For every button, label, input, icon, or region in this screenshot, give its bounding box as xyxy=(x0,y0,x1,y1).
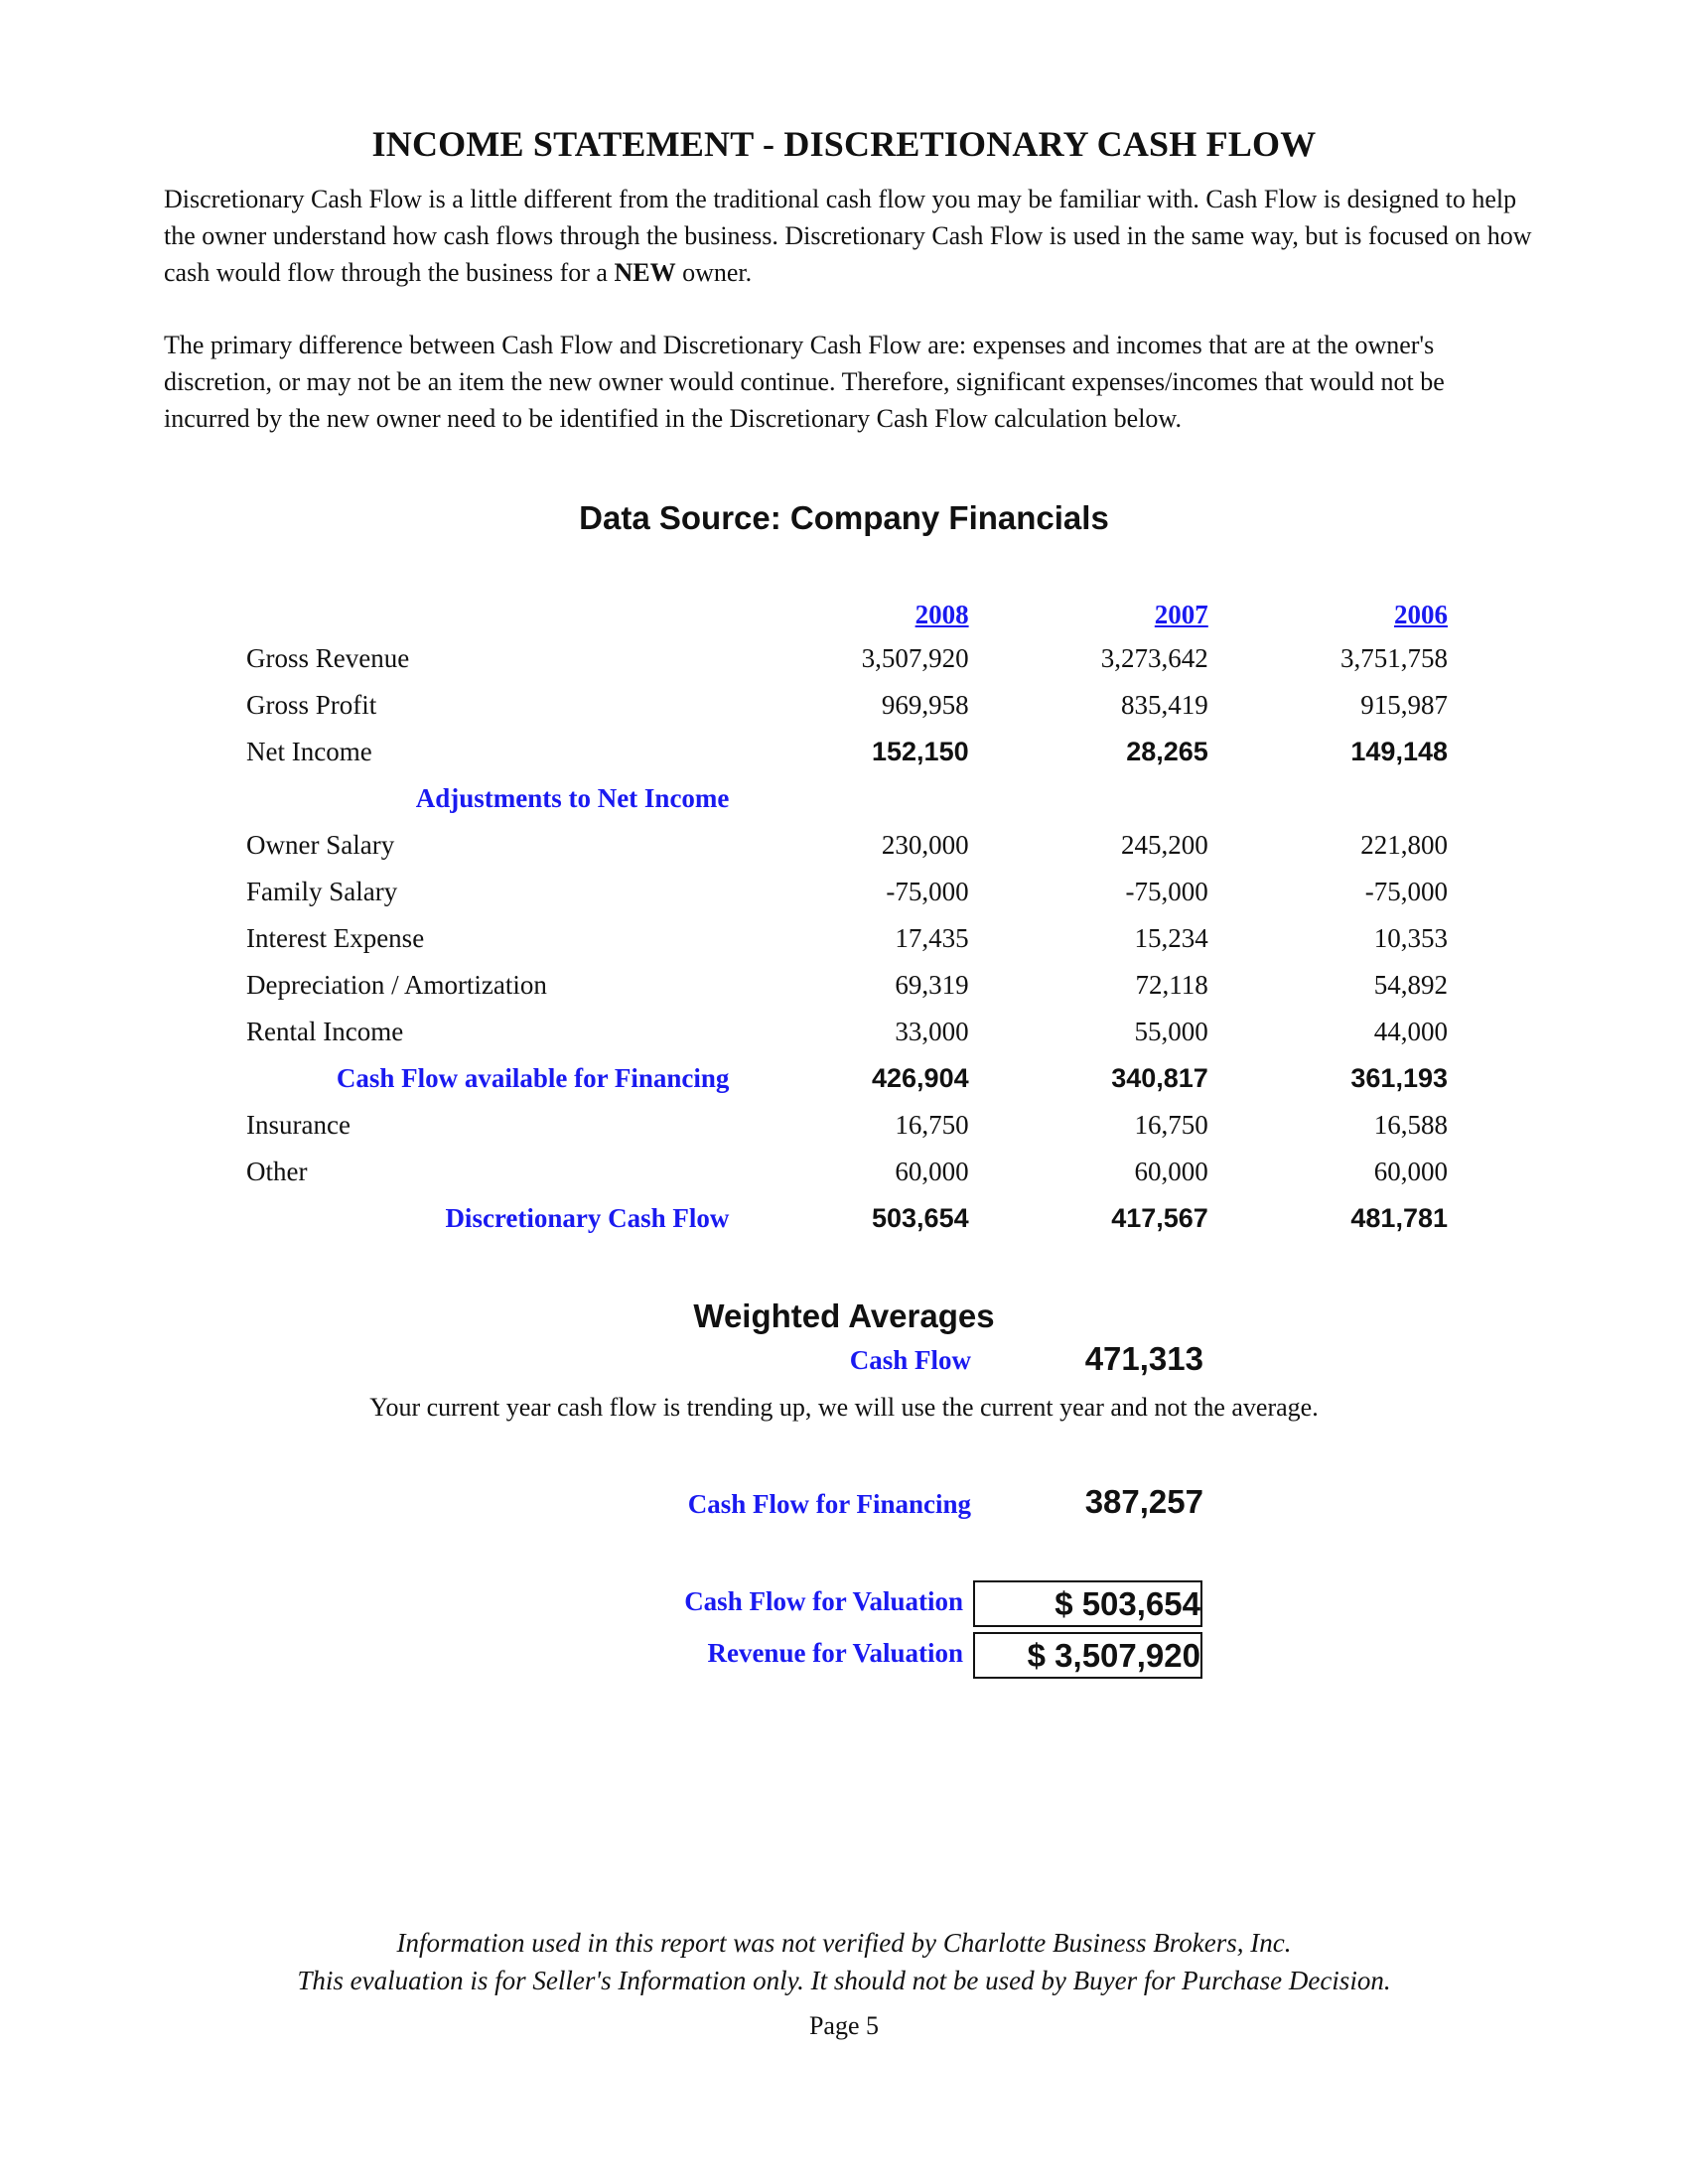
row-value: 69,319 xyxy=(895,970,969,1000)
year-header: 2007 xyxy=(1154,599,1208,629)
table-row xyxy=(246,682,1448,729)
page-number: Page 5 xyxy=(808,2011,880,2040)
row-value: 15,234 xyxy=(1134,923,1208,953)
row-value: 60,000 xyxy=(1373,1157,1448,1186)
row-value: 16,750 xyxy=(895,1110,969,1140)
row-label: Family Salary xyxy=(246,877,398,906)
row-value-total: 417,567 xyxy=(1111,1203,1208,1233)
row-value: 245,200 xyxy=(1121,830,1208,860)
trend-note: Your current year cash flow is trending up, we will use the current year and not the average. xyxy=(369,1393,1319,1422)
data-source-heading: Data Source: Company Financials xyxy=(579,499,1109,536)
row-value: 16,588 xyxy=(1373,1110,1448,1140)
row-label: Owner Salary xyxy=(246,830,395,860)
row-label: Depreciation / Amortization xyxy=(246,970,547,1000)
table-subtotal-row xyxy=(246,1055,1448,1102)
row-value: 10,353 xyxy=(1373,923,1448,953)
row-value: 60,000 xyxy=(1134,1157,1208,1186)
revenue-for-valuation-box: $ 3,507,920 xyxy=(973,1632,1202,1679)
row-value: 221,800 xyxy=(1360,830,1448,860)
row-label: Insurance xyxy=(246,1110,351,1140)
table-section-row xyxy=(246,775,1448,822)
row-value-total: 152,150 xyxy=(872,737,969,766)
weighted-averages-heading: Weighted Averages xyxy=(693,1297,995,1334)
row-value: 3,273,642 xyxy=(1100,643,1208,673)
row-value-total: 503,654 xyxy=(872,1203,969,1233)
intro-emphasis: NEW xyxy=(614,258,676,287)
table-row xyxy=(246,869,1448,915)
row-value-total: 426,904 xyxy=(872,1063,969,1093)
cash-flow-for-valuation-label: Cash Flow for Valuation xyxy=(684,1586,963,1616)
row-value: 915,987 xyxy=(1360,690,1448,720)
row-value: 54,892 xyxy=(1373,970,1448,1000)
intro-text-end: owner. xyxy=(675,258,753,287)
revenue-for-valuation-label: Revenue for Valuation xyxy=(707,1638,963,1668)
row-value: 969,958 xyxy=(881,690,969,720)
row-value: -75,000 xyxy=(1364,877,1448,906)
year-header: 2008 xyxy=(914,599,969,629)
section-label: Adjustments to Net Income xyxy=(415,783,730,813)
table-total-row xyxy=(246,1195,1448,1242)
financials-table xyxy=(246,594,1448,1242)
row-value: -75,000 xyxy=(886,877,969,906)
row-value: 33,000 xyxy=(895,1017,969,1046)
intro-paragraph-2: The primary difference between Cash Flow and Discretionary Cash Flow are: expenses and incomes that are at the owner's discretion, or may not be an item the new owner would continue. Therefore, significant expenses/incomes that would not be incurred by the new owner need to be identified in the Discretionary Cash Flow calculation below. xyxy=(164,331,1445,433)
year-header-row xyxy=(246,594,1448,635)
row-value: 55,000 xyxy=(1134,1017,1208,1046)
table-row xyxy=(246,1102,1448,1149)
subtotal-label: Cash Flow available for Financing xyxy=(336,1063,730,1093)
row-value-total: 340,817 xyxy=(1111,1063,1208,1093)
page-title: INCOME STATEMENT - DISCRETIONARY CASH FLOW xyxy=(371,124,1317,164)
row-value: 16,750 xyxy=(1134,1110,1208,1140)
table-row xyxy=(246,1009,1448,1055)
row-value-total: 149,148 xyxy=(1350,737,1448,766)
cash-flow-for-financing-value: 387,257 xyxy=(1084,1483,1203,1520)
cash-flow-for-financing-label: Cash Flow for Financing xyxy=(687,1489,971,1519)
weighted-cash-flow-label: Cash Flow xyxy=(849,1345,971,1375)
intro-paragraph-1 xyxy=(164,181,1534,291)
row-value-total: 28,265 xyxy=(1126,737,1208,766)
year-header: 2006 xyxy=(1394,599,1448,629)
table-row xyxy=(246,915,1448,962)
footer-disclaimer-1: Information used in this report was not verified by Charlotte Business Brokers, Inc. xyxy=(396,1928,1292,1958)
row-label: Other xyxy=(246,1157,308,1186)
row-value: 44,000 xyxy=(1373,1017,1448,1046)
row-label: Gross Revenue xyxy=(246,643,410,673)
table-row xyxy=(246,1149,1448,1195)
row-value: -75,000 xyxy=(1125,877,1208,906)
row-value: 17,435 xyxy=(895,923,969,953)
row-value: 230,000 xyxy=(881,830,969,860)
table-row xyxy=(246,962,1448,1009)
footer-disclaimer-2: This evaluation is for Seller's Information only. It should not be used by Buyer for Purchase Decision. xyxy=(297,1966,1391,1995)
row-value: 835,419 xyxy=(1121,690,1208,720)
row-value: 60,000 xyxy=(895,1157,969,1186)
table-row xyxy=(246,635,1448,682)
row-label: Rental Income xyxy=(246,1017,404,1046)
row-value: 3,751,758 xyxy=(1340,643,1448,673)
cash-flow-for-valuation-box: $ 503,654 xyxy=(973,1580,1202,1627)
row-label: Net Income xyxy=(246,737,372,766)
table-row xyxy=(246,822,1448,869)
row-label: Interest Expense xyxy=(246,923,425,953)
row-value: 72,118 xyxy=(1135,970,1208,1000)
intro-text: Discretionary Cash Flow is a little different from the traditional cash flow you may be familiar with. Cash Flow is designed to help the owner understand how cash flows through the business. Discretionary Cash Flow is used in the same way, but is focused on how cash would flow through the business for a xyxy=(164,185,1532,287)
table-row xyxy=(246,729,1448,775)
row-value-total: 481,781 xyxy=(1350,1203,1448,1233)
row-value: 3,507,920 xyxy=(861,643,969,673)
total-label: Discretionary Cash Flow xyxy=(445,1203,730,1233)
row-label: Gross Profit xyxy=(246,690,377,720)
row-value-total: 361,193 xyxy=(1350,1063,1448,1093)
weighted-cash-flow-value: 471,313 xyxy=(1084,1340,1203,1377)
